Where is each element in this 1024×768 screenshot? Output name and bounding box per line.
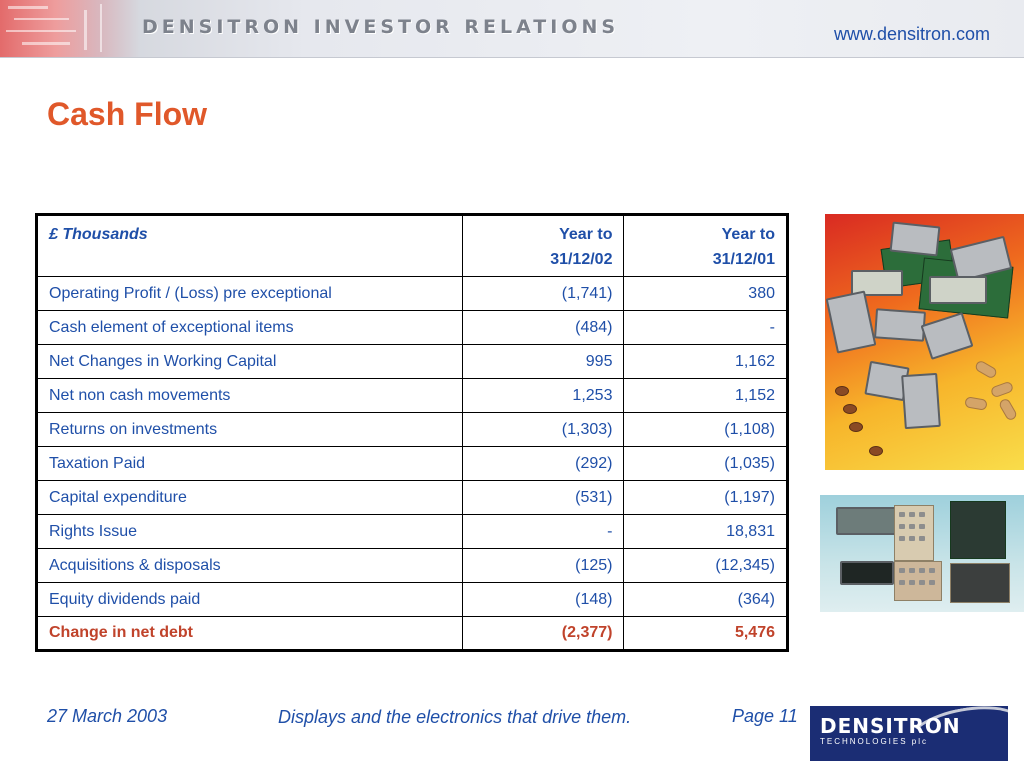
column-header-2002-line2: 31/12/02 — [550, 251, 613, 268]
website-link[interactable]: www.densitron.com — [833, 24, 990, 44]
table-row — [37, 311, 788, 345]
logo-name: DENSITRON — [820, 714, 961, 738]
lcd-panel — [890, 222, 941, 257]
value-2002: 1,253 — [462, 379, 624, 413]
table-row — [37, 413, 788, 447]
column-header-2001 — [624, 215, 788, 277]
coin — [869, 446, 883, 456]
total-value-2002: (2,377) — [462, 617, 624, 651]
keypad — [894, 561, 942, 601]
column-header-thousands: £ Thousands — [37, 215, 463, 277]
keypad — [894, 505, 934, 561]
table-row — [37, 515, 788, 549]
column-header-2002 — [462, 215, 624, 277]
value-2002: (148) — [462, 583, 624, 617]
page-title: Cash Flow — [47, 96, 208, 132]
logo-subtitle: TECHNOLOGIES plc — [820, 737, 929, 746]
value-2001: (12,345) — [624, 549, 788, 583]
column-header-2001-line1: Year to — [721, 226, 775, 243]
peanut — [964, 396, 988, 411]
table-total-row — [37, 617, 788, 651]
row-label: Operating Profit / (Loss) pre exceptional — [37, 277, 463, 311]
value-2002: (125) — [462, 549, 624, 583]
peanut — [998, 397, 1019, 422]
table-row — [37, 379, 788, 413]
keypad-displays-photo — [820, 495, 1024, 612]
table-row — [37, 447, 788, 481]
value-2001: 1,162 — [624, 345, 788, 379]
page-number: Page 11 — [732, 706, 798, 726]
table-row — [37, 583, 788, 617]
lcd-displays-photo — [825, 214, 1024, 470]
coin — [843, 404, 857, 414]
table-row — [37, 481, 788, 515]
banner-collage-image — [0, 0, 140, 58]
lcd-panel — [836, 507, 896, 535]
total-label: Change in net debt — [37, 617, 463, 651]
densitron-logo — [810, 706, 1008, 761]
cash-flow-table — [35, 213, 789, 652]
table-row — [37, 277, 788, 311]
peanut — [990, 381, 1014, 399]
value-2001: (1,108) — [624, 413, 788, 447]
row-label: Net Changes in Working Capital — [37, 345, 463, 379]
row-label: Capital expenditure — [37, 481, 463, 515]
row-label: Returns on investments — [37, 413, 463, 447]
footer-tagline: Displays and the electronics that drive them. — [278, 707, 632, 727]
value-2001: - — [624, 311, 788, 345]
row-label: Taxation Paid — [37, 447, 463, 481]
lcd-panel — [901, 373, 941, 429]
table-header-row — [37, 215, 788, 277]
row-label: Cash element of exceptional items — [37, 311, 463, 345]
footer-date: 27 March 2003 — [47, 706, 168, 726]
coin — [849, 422, 863, 432]
lcd-panel — [874, 308, 926, 341]
value-2001: 1,152 — [624, 379, 788, 413]
header-banner — [0, 0, 1024, 58]
circuit-board — [950, 501, 1006, 559]
value-2002: (531) — [462, 481, 624, 515]
lcd-panel — [826, 290, 877, 353]
total-value-2001: 5,476 — [624, 617, 788, 651]
keypad — [950, 563, 1010, 603]
column-header-2001-line2: 31/12/01 — [712, 251, 775, 268]
coin — [835, 386, 849, 396]
row-label: Equity dividends paid — [37, 583, 463, 617]
lcd-panel — [929, 276, 987, 304]
value-2002: 995 — [462, 345, 624, 379]
table-row — [37, 345, 788, 379]
column-header-2002-line1: Year to — [559, 226, 613, 243]
row-label: Net non cash movements — [37, 379, 463, 413]
value-2002: (1,303) — [462, 413, 624, 447]
value-2001: (1,035) — [624, 447, 788, 481]
banner-title: DENSITRON INVESTOR RELATIONS — [142, 16, 620, 38]
lcd-panel — [921, 312, 974, 360]
value-2002: (1,741) — [462, 277, 624, 311]
value-2001: (1,197) — [624, 481, 788, 515]
value-2001: 380 — [624, 277, 788, 311]
lcd-panel — [840, 561, 894, 585]
peanut — [974, 359, 999, 380]
value-2002: - — [462, 515, 624, 549]
value-2001: 18,831 — [624, 515, 788, 549]
value-2002: (292) — [462, 447, 624, 481]
value-2002: (484) — [462, 311, 624, 345]
table-row — [37, 549, 788, 583]
value-2001: (364) — [624, 583, 788, 617]
row-label: Rights Issue — [37, 515, 463, 549]
row-label: Acquisitions & disposals — [37, 549, 463, 583]
